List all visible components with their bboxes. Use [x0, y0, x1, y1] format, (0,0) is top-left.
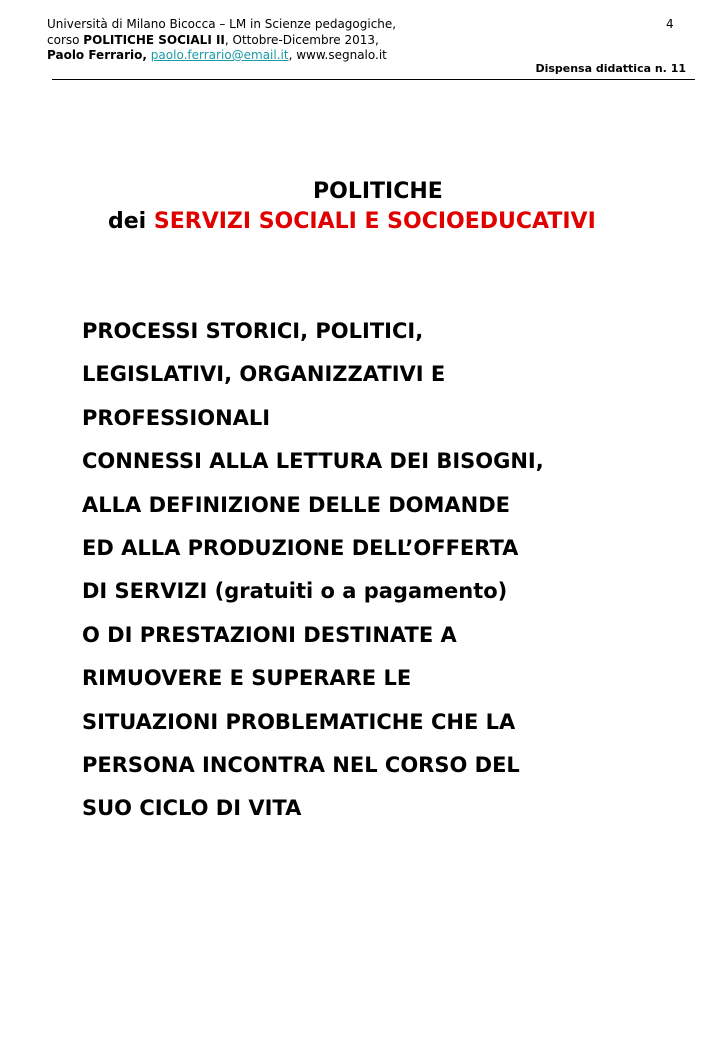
body-line: PROFESSIONALI: [82, 405, 271, 430]
body-line: DI SERVIZI (gratuiti o a pagamento): [82, 579, 508, 604]
header-course-line: [47, 33, 437, 49]
body-line: PERSONA INCONTRA NEL CORSO DEL: [82, 753, 520, 778]
body-line: SITUAZIONI PROBLEMATICHE CHE LA: [82, 709, 516, 734]
header-course-prefix: corso: [47, 32, 84, 47]
header-course-dates: , Ottobre-Dicembre 2013,: [224, 32, 379, 47]
body-line: ALLA DEFINIZIONE DELLE DOMANDE: [82, 492, 511, 517]
header-author: Paolo Ferrario,: [47, 48, 147, 62]
body-line: LEGISLATIVI, ORGANIZZATIVI E: [82, 362, 446, 387]
title-line-1: POLITICHE: [313, 179, 443, 204]
body-line: ED ALLA PRODUZIONE DELL’OFFERTA: [82, 536, 519, 561]
body-line: PROCESSI STORICI, POLITICI,: [82, 319, 424, 343]
title-line-2: [108, 207, 596, 237]
page-header: [47, 17, 437, 64]
header-divider: [52, 79, 695, 80]
header-course-name: POLITICHE SOCIALI II: [83, 32, 225, 47]
body-line: SUO CICLO DI VITA: [82, 796, 302, 821]
body-line: O DI PRESTAZIONI DESTINATE A: [82, 622, 457, 647]
body-line: RIMUOVERE E SUPERARE LE: [82, 666, 412, 691]
body-line: CONNESSI ALLA LETTURA DEI BISOGNI,: [82, 449, 544, 474]
header-university-line: Università di Milano Bicocca – LM in Scienze pedagogiche,: [47, 17, 397, 31]
header-author-line: [47, 48, 437, 64]
page-number: 4: [666, 17, 674, 31]
title-line-2-prefix: dei: [108, 209, 154, 234]
body-text: [82, 310, 682, 831]
dispensa-label: Dispensa didattica n. 11: [535, 62, 686, 75]
title-line-2-highlight: SERVIZI SOCIALI E SOCIOEDUCATIVI: [153, 209, 596, 234]
header-email-link[interactable]: paolo.ferrario@email.it: [150, 48, 289, 62]
header-website: , www.segnalo.it: [288, 48, 387, 62]
